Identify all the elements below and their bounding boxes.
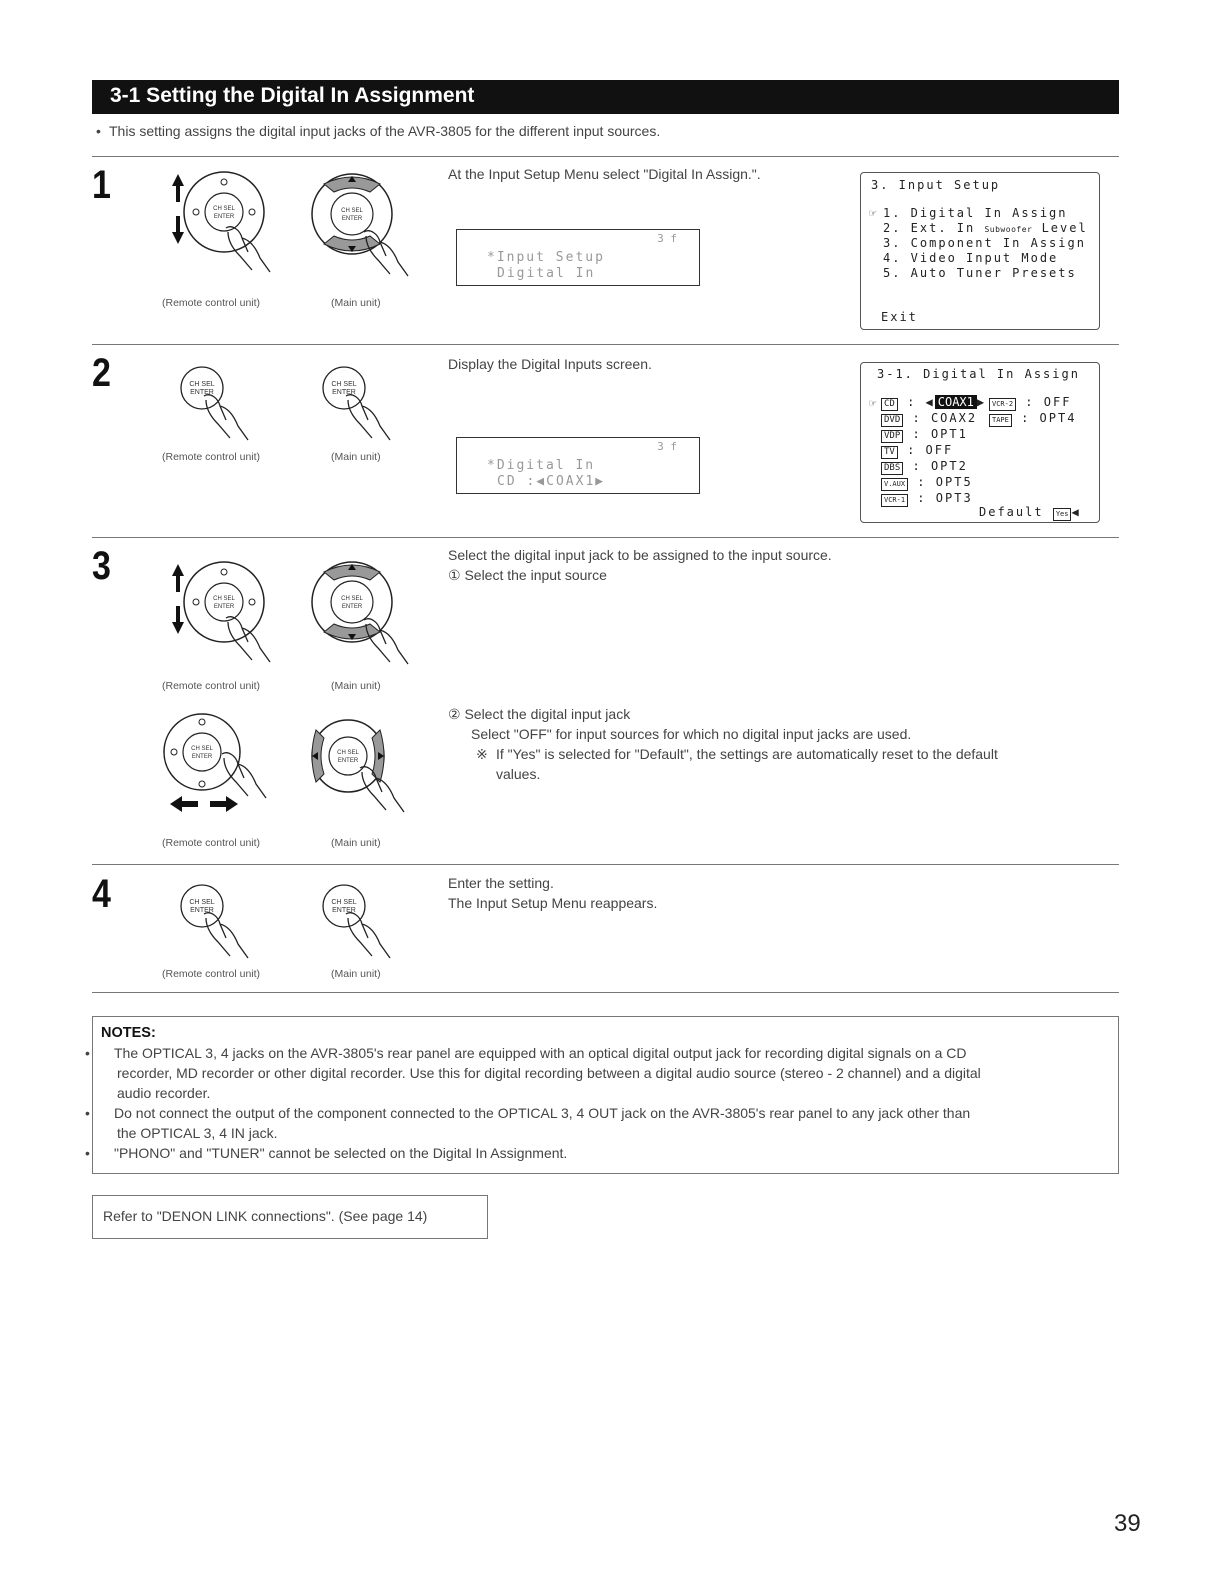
divider	[92, 864, 1119, 865]
note-line: "PHONO" and "TUNER" cannot be selected on the Digital In Assignment.	[114, 1145, 568, 1161]
enter-button-main-icon	[322, 884, 422, 974]
enter-button-main-icon	[322, 366, 422, 456]
osd-item-3: 3. Component In Assign	[883, 236, 1086, 250]
main-caption: (Main unit)	[331, 451, 381, 463]
note-mark-icon: ※	[476, 746, 488, 762]
step-number-1: 1	[92, 163, 111, 207]
source-tag: TAPE	[989, 414, 1012, 427]
osd-row-dvd: DVD : COAX2	[881, 411, 977, 427]
main-unit-left-right-icon	[304, 716, 414, 826]
note-line: audio recorder.	[117, 1085, 211, 1101]
remote-left-right-icon	[160, 712, 270, 822]
osd-row-cd: CD : ◀ COAX1 ▶	[881, 395, 986, 411]
note-item	[85, 1043, 1110, 1103]
osd-row-tape: TAPE : OPT4	[989, 411, 1076, 427]
step-3-sub-2: ② Select the digital input jack	[448, 706, 631, 722]
osd-digital-in-assign	[860, 362, 1100, 523]
svg-text:CH SEL: CH SEL	[341, 208, 363, 214]
lcd-line-1: *Input Setup	[487, 250, 605, 265]
osd-row-vcr2: VCR-2 : OFF	[989, 395, 1071, 411]
value: OFF	[925, 443, 954, 457]
step-number-3: 3	[92, 544, 111, 588]
cursor-icon: ☞	[869, 206, 879, 220]
section-title: 3-1 Setting the Digital In Assignment	[92, 80, 1119, 114]
main-unit-icon	[306, 558, 406, 678]
osd-row-vaux: V.AUX : OPT5	[881, 475, 973, 491]
lcd-line-2: Digital In	[497, 266, 596, 281]
osd-title: 3-1. Digital In Assign	[877, 367, 1080, 381]
note-line: Do not connect the output of the component connected to the OPTICAL 3, 4 OUT jack on the AVR-3805's rear panel to any jack other than	[114, 1105, 971, 1121]
intro-sentence: This setting assigns the digital input jacks of the AVR-3805 for the different input sources.	[109, 123, 661, 139]
svg-text:ENTER: ENTER	[341, 216, 363, 222]
step-4-text-2: The Input Setup Menu reappears.	[448, 895, 658, 911]
step-number-2: 2	[92, 351, 111, 395]
svg-text:ENTER: ENTER	[190, 907, 214, 914]
cursor-icon: ☞	[869, 396, 879, 410]
osd-item-2-b: Subwoofer	[984, 225, 1033, 234]
main-caption: (Main unit)	[331, 680, 381, 692]
notes-heading: NOTES:	[101, 1025, 156, 1041]
step-1-text: At the Input Setup Menu select "Digital In Assign.".	[448, 166, 761, 182]
bullet-icon: •	[96, 123, 101, 139]
step-3-text: Select the digital input jack to be assigned to the input source.	[448, 547, 832, 563]
default-label: Default	[979, 505, 1044, 519]
remote-control-icon	[168, 170, 268, 290]
osd-item-2-a: 2. Ext. In	[883, 221, 976, 235]
remote-caption: (Remote control unit)	[162, 451, 261, 463]
step-3-sub-1: ① Select the input source	[448, 567, 607, 583]
note-item	[85, 1143, 1110, 1163]
osd-item-2	[883, 221, 1088, 235]
reference-box: Refer to "DENON LINK connections". (See page 14)	[92, 1195, 488, 1239]
note-item	[85, 1103, 1110, 1143]
note-line: the OPTICAL 3, 4 IN jack.	[117, 1125, 278, 1141]
lcd-line-2: CD :◀COAX1▶	[497, 474, 606, 489]
page-number: 39	[1114, 1510, 1141, 1537]
lcd-channel: 3 f	[657, 232, 677, 245]
osd-row-vdp: VDP : OPT1	[881, 427, 968, 443]
osd-exit: Exit	[881, 310, 918, 324]
svg-text:CH SEL: CH SEL	[213, 206, 235, 212]
osd-item-5: 5. Auto Tuner Presets	[883, 266, 1077, 280]
divider	[92, 992, 1119, 993]
source-tag: DBS	[881, 462, 903, 475]
step-3-note-line-2: values.	[496, 766, 541, 782]
remote-caption: (Remote control unit)	[162, 297, 261, 309]
note-line: recorder, MD recorder or other digital recorder. Use this for digital recording between a digital audio source (stereo - 2 channel) and a digital	[117, 1065, 981, 1081]
divider	[92, 537, 1119, 538]
value: OPT2	[930, 459, 968, 473]
lcd-display	[456, 437, 700, 494]
osd-default: Default Yes ◀	[979, 505, 1081, 519]
remote-control-icon	[168, 560, 268, 680]
note-line: The OPTICAL 3, 4 jacks on the AVR-3805's rear panel are equipped with an optical digital output jack for recording digital signals on a CD	[114, 1045, 967, 1061]
source-tag: VDP	[881, 430, 903, 443]
svg-text:ENTER: ENTER	[213, 604, 235, 610]
svg-text:ENTER: ENTER	[213, 214, 235, 220]
bullet-icon: •	[85, 1145, 90, 1161]
value: OPT4	[1039, 411, 1077, 425]
svg-text:ENTER: ENTER	[341, 604, 363, 610]
value: OPT1	[930, 427, 968, 441]
remote-caption: (Remote control unit)	[162, 968, 261, 980]
source-tag: VCR-1	[881, 494, 908, 507]
intro-text	[96, 123, 660, 139]
osd-row-dbs: DBS : OPT2	[881, 459, 968, 475]
bullet-icon: •	[85, 1045, 90, 1061]
default-value: Yes	[1053, 508, 1072, 521]
value: OPT5	[935, 475, 973, 489]
enter-button-remote-icon	[180, 884, 280, 974]
svg-text:ENTER: ENTER	[332, 907, 356, 914]
bullet-icon: •	[85, 1105, 90, 1121]
step-3-note-line-1: If "Yes" is selected for "Default", the settings are automatically reset to the default	[496, 746, 998, 762]
step-4-text-1: Enter the setting.	[448, 875, 554, 891]
svg-text:CH SEL: CH SEL	[191, 746, 213, 752]
value: OFF	[1043, 395, 1072, 409]
svg-text:CH SEL: CH SEL	[189, 899, 215, 906]
osd-item-4: 4. Video Input Mode	[883, 251, 1059, 265]
value: OPT3	[935, 491, 973, 505]
source-tag: DVD	[881, 414, 903, 427]
step-number-4: 4	[92, 872, 111, 916]
main-caption: (Main unit)	[331, 837, 381, 849]
main-caption: (Main unit)	[331, 968, 381, 980]
selected-value: COAX1	[935, 395, 977, 409]
remote-caption: (Remote control unit)	[162, 680, 261, 692]
lcd-display	[456, 229, 700, 286]
main-unit-icon	[306, 170, 406, 290]
svg-text:CH SEL: CH SEL	[331, 899, 357, 906]
svg-text:CH SEL: CH SEL	[213, 596, 235, 602]
svg-text:ENTER: ENTER	[332, 389, 356, 396]
svg-text:CH SEL: CH SEL	[337, 750, 359, 756]
enter-button-remote-icon	[180, 366, 280, 456]
svg-text:ENTER: ENTER	[191, 754, 213, 760]
source-tag: TV	[881, 446, 898, 459]
osd-input-setup	[860, 172, 1100, 330]
lcd-line-1: *Digital In	[487, 458, 596, 473]
svg-text:ENTER: ENTER	[337, 758, 359, 764]
value: COAX2	[930, 411, 978, 425]
osd-title: 3. Input Setup	[871, 178, 1001, 192]
source-tag: V.AUX	[881, 478, 908, 491]
osd-row-tv: TV : OFF	[881, 443, 953, 459]
lcd-channel: 3 f	[657, 440, 677, 453]
step-2-text: Display the Digital Inputs screen.	[448, 356, 652, 372]
svg-text:CH SEL: CH SEL	[331, 381, 357, 388]
osd-row-vcr1: VCR-1 : OPT3	[881, 491, 973, 507]
main-caption: (Main unit)	[331, 297, 381, 309]
osd-item-2-c: Level	[1041, 221, 1088, 235]
osd-item-1: 1. Digital In Assign	[883, 206, 1068, 220]
svg-text:CH SEL: CH SEL	[341, 596, 363, 602]
source-tag: VCR-2	[989, 398, 1016, 411]
svg-text:ENTER: ENTER	[190, 389, 214, 396]
divider	[92, 344, 1119, 345]
divider	[92, 156, 1119, 157]
svg-text:CH SEL: CH SEL	[189, 381, 215, 388]
source-tag: CD	[881, 398, 898, 411]
step-3-sub-2-text: Select "OFF" for input sources for which no digital input jacks are used.	[471, 726, 912, 742]
notes-box	[85, 1016, 1119, 1174]
remote-caption: (Remote control unit)	[162, 837, 261, 849]
